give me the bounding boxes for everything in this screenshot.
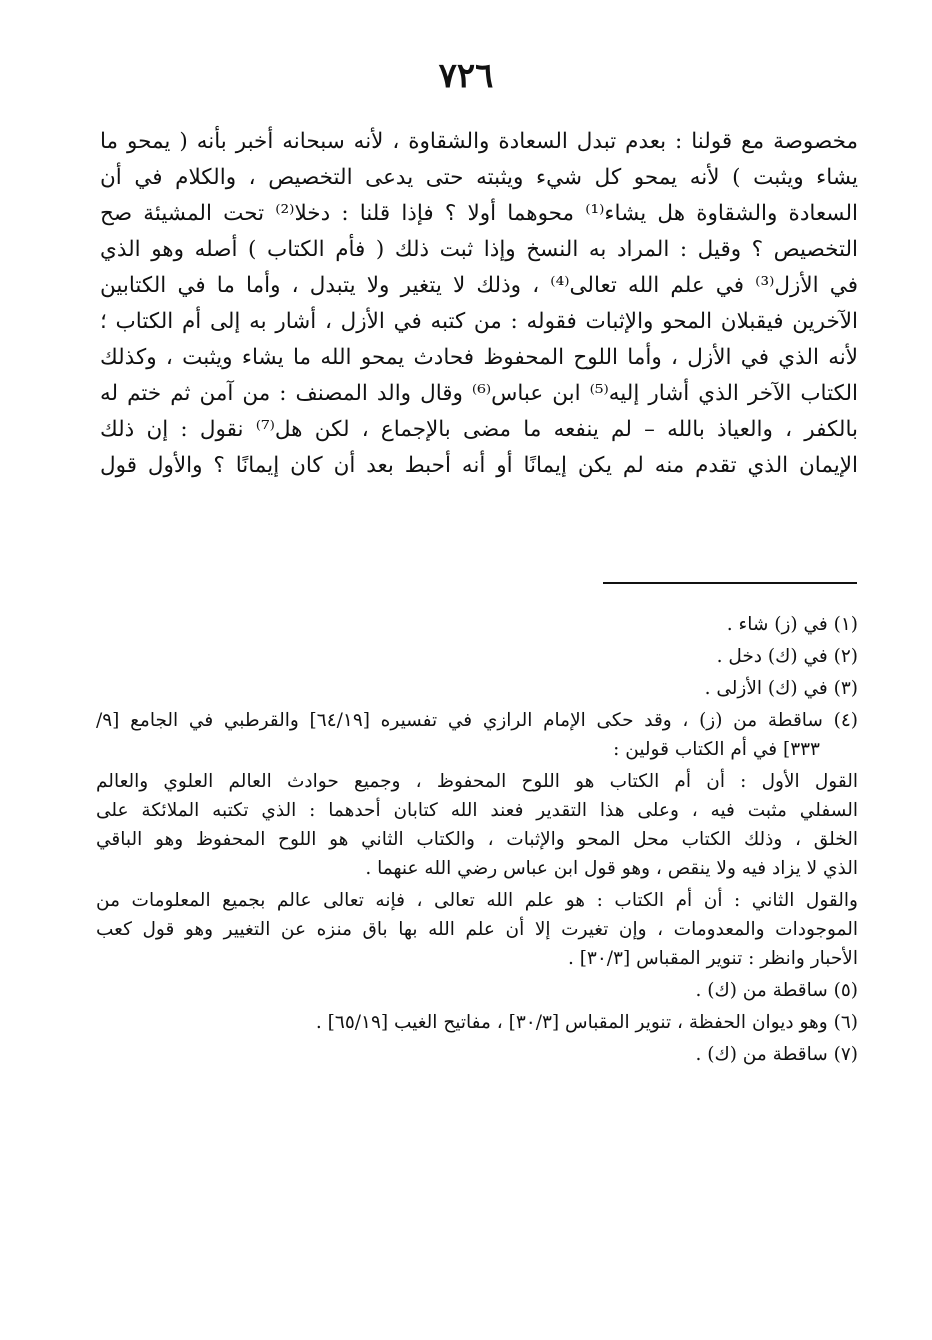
footnote-6 [96,1008,858,1037]
body-line: لأنه الذي في الأزل ، وأما اللوح المحفوظ فحادث يمحو الله ما يشاء ويثبت ، وكذلك [100,345,858,370]
footnote-4 [96,706,858,764]
footnote-2 [96,642,858,671]
body-line: الكتاب الآخر الذي أشار إليه⁽⁵⁾ ابن عباس⁽⁶⁾ وقال والد المصنف : من آمن ثم ختم له [100,381,858,406]
footnote-line: الخلق ، وذلك الكتاب محل المحو والإثبات ، والكتاب الثاني هو اللوح المحفوظ وهو الباقي [96,829,858,850]
body-line: الآخرين فيقبلان المحو والإثبات فقوله : من كتبه في الأزل ، أشار به إلى أم الكتاب ؛ [100,309,858,334]
footnote-line: (٤) ساقطة من (ز) ، وقد حكى الإمام الرازي في تفسيره [٦٤/١٩] والقرطبي في الجامع [٩/ [96,710,858,731]
body-line: بالكفر ، والعياذ بالله – لم ينفعه ما مضى بالإجماع ، لكن هل⁽⁷⁾ نقول : إن ذلك [100,417,858,442]
main-text [100,124,858,484]
footnote-4-paragraph-2 [96,886,858,973]
body-line: في الأزل⁽³⁾ في علم الله تعالى⁽⁴⁾ ، وذلك لا يتغير ولا يتبدل ، وأما ما في الكتابين [100,273,858,298]
footnote-7 [96,1040,858,1069]
footnote-line: (٣) في (ك) الأزلى . [704,678,858,699]
footnote-separator [603,582,857,584]
body-line: الإيمان الذي تقدم منه لم يكن إيمانًا أو أنه أحبط بعد أن كان إيمانًا ؟ والأول قول [100,453,858,478]
footnote-3 [96,674,858,703]
footnote-line: (٧) ساقطة من (ك) . [695,1044,858,1065]
footnote-line: (٥) ساقطة من (ك) . [695,980,858,1001]
footnote-line: الموجودات والمعدومات ، وإن تغيرت إلا أن علم الله بها باق منزه عن التغيير وهو قول كعب [96,919,858,940]
body-line: يشاء ويثبت ) لأنه يمحو كل شيء ويثبته حتى يدعى التخصيص ، والكلام في أن [100,165,858,190]
footnote-4-paragraph-1 [96,767,858,883]
body-line: السعادة والشقاوة هل يشاء⁽¹⁾ محوهما أولا ؟ فإذا قلنا : دخلا⁽²⁾ تحت المشيئة صح [100,201,858,226]
footnote-5 [96,976,858,1005]
footnotes [96,610,858,1072]
footnote-line: (٦) وهو ديوان الحفظة ، تنوير المقباس [٣٠/٣] ، مفاتيح الغيب [٦٥/١٩] . [315,1012,858,1033]
footnote-1 [96,610,858,639]
footnote-line: والقول الثاني : أن أم الكتاب : هو علم الله تعالى ، فإنه تعالى عالم بجميع المعلومات من [96,890,858,911]
footnote-line: (١) في (ز) شاء . [726,614,858,635]
footnote-line: الأحبار وانظر : تنوير المقباس [٣٠/٣] . [567,948,858,969]
footnote-line: القول الأول : أن أم الكتاب هو اللوح المحفوظ ، وجميع حوادث العالم العلوي والعالم [96,771,858,792]
page-number: ٧٢٦ [438,56,494,96]
body-line: التخصيص ؟ وقيل : المراد به النسخ وإذا ثبت ذلك ( فأم الكتاب ) أصله وهو الذي [100,237,858,262]
footnote-line: الذي لا يزاد فيه ولا ينقص ، وهو قول ابن عباس رضي الله عنهما . [365,858,858,879]
footnote-line: ٣٣٣] في أم الكتاب قولين : [613,739,820,760]
footnote-line: (٢) في (ك) دخل . [716,646,858,667]
footnote-line: السفلي مثبت فيه ، وعلى هذا التقدير فعند الله كتابان أحدهما : الذي تكتبه الملائكة على [96,800,858,821]
body-line: مخصوصة مع قولنا : بعدم تبدل السعادة والشقاوة ، لأنه سبحانه أخبر بأنه ( يمحو ما [100,129,858,154]
